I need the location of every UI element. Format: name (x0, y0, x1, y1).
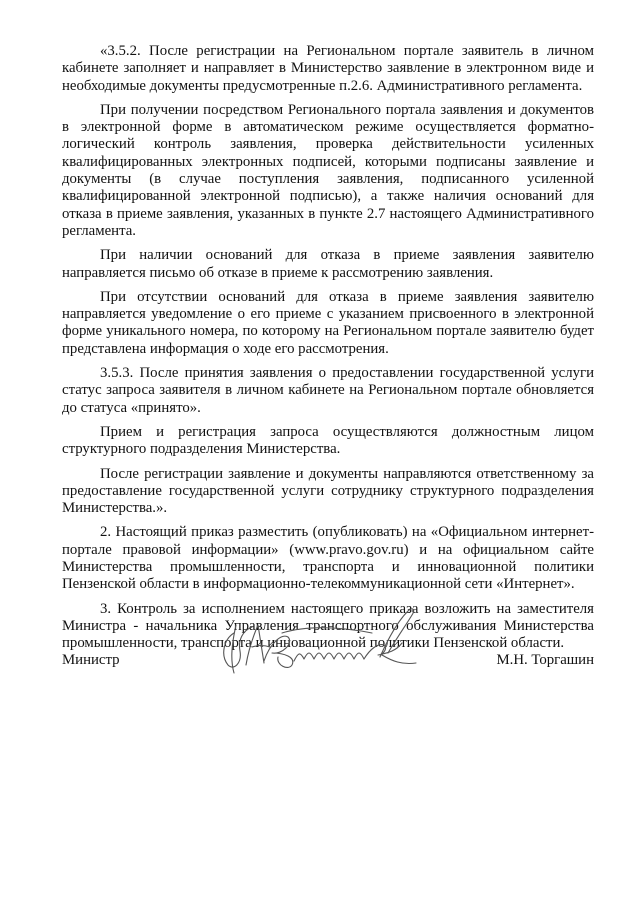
paragraph-refusal-letter: При наличии оснований для отказа в приеме заявления заявителю направляется письмо об отказе в приеме к рассмотрению заявления. (62, 247, 594, 281)
paragraph-acceptance-notice: При отсутствии оснований для отказа в приеме заявления заявителю направляется уведомление о его приеме с указанием присвоенного в электронной форме уникального номера, по которому на Региональном портале заявителю будет представлена информация о ходе его рассмотрения. (62, 288, 594, 357)
paragraph-control: 3. Контроль за исполнением настоящего приказа возложить на заместителя Министра - начальника Управления транспортного обслуживания Министерства промышленности, транспорта и инновационной политики Пензенской области. (62, 600, 594, 652)
document-body (62, 43, 594, 660)
paragraph-3-5-3: 3.5.3. После принятия заявления о предоставлении государственной услуги статус запроса заявителя в личном кабинете на Региональном портале обновляется до статуса «принято». (62, 365, 594, 416)
handwritten-signature-icon (212, 603, 432, 683)
paragraph-forwarding: После регистрации заявление и документы направляются ответственному за предоставление государственной услуги сотруднику структурного подразделения Министерства.». (62, 465, 594, 517)
paragraph-registration: Прием и регистрация запроса осуществляются должностным лицом структурного подразделения Министерства. (62, 423, 594, 458)
paragraph-3-5-2: «3.5.2. После регистрации на Региональном портале заявитель в личном кабинете заполняет и направляет в Министерство заявление в электронном виде и необходимые документы предусмотренные п.2.6. Административного регламента. (62, 43, 594, 94)
signature-block (62, 600, 594, 683)
paragraph-format-control: При получении посредством Регионального портала заявления и документов в электронной форме в автоматическом режиме осуществляется форматно-логический контроль заявления, проверка действительности усиленных квалифицированных электронных подписей, которыми подписаны заявление и документы (в случае поступления заявления, подписанного усиленной квалифицированной электронной подписью), а также наличия оснований для отказа в приеме заявления, указанных в пункте 2.7 настоящего Административного регламента. (62, 101, 594, 239)
paragraph-publication: 2. Настоящий приказ разместить (опубликовать) на «Официальном интернет-портале правовой информации» (www.pravo.gov.ru) и на официальном сайте Министерства промышленности, транспорта и инновационной политики Пензенской области в информационно-телекоммуникационной сети «Интернет». (62, 524, 594, 593)
signer-name: М.Н. Торгашин (496, 652, 594, 668)
signer-title: Министр (62, 652, 120, 668)
